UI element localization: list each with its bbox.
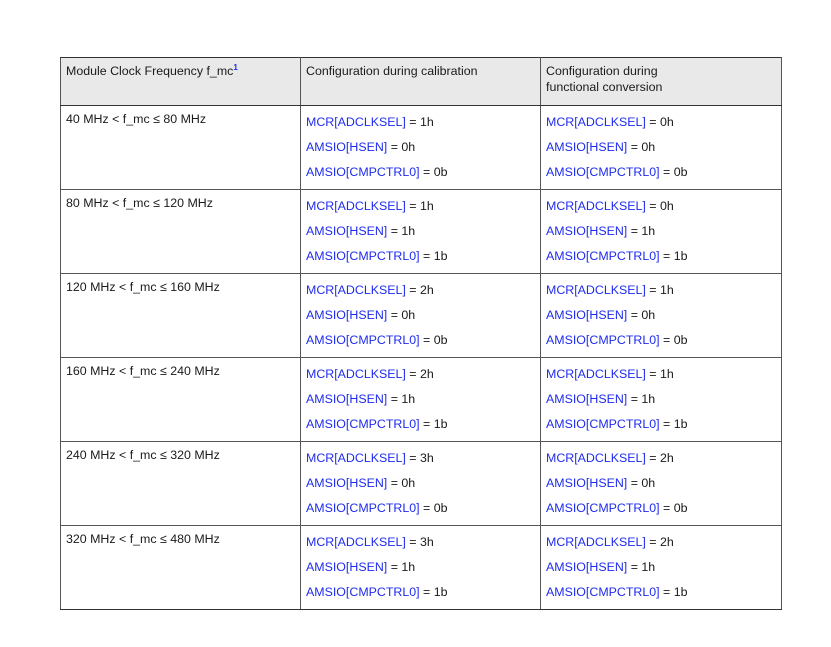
header-configuration-functional (541, 58, 782, 106)
config-setting (546, 307, 776, 332)
config-setting (546, 500, 776, 525)
table-body (61, 106, 782, 610)
header-module-clock-frequency-label: Module Clock Frequency f_mc (66, 64, 234, 78)
register-link[interactable]: AMSIO[CMPCTRL0] (546, 249, 660, 263)
register-link[interactable]: AMSIO[HSEN] (546, 224, 628, 238)
register-value: = 1b (419, 249, 448, 263)
table-row (61, 526, 782, 610)
register-link[interactable]: MCR[ADCLKSEL] (306, 283, 406, 297)
functional-config-cell (541, 190, 782, 274)
config-setting (546, 450, 776, 475)
functional-config-list (546, 274, 776, 357)
register-link[interactable]: AMSIO[HSEN] (546, 140, 628, 154)
register-value: = 0h (627, 308, 656, 322)
register-link[interactable]: MCR[ADCLKSEL] (546, 199, 646, 213)
config-setting (546, 332, 776, 357)
register-value: = 3h (405, 535, 434, 549)
register-link[interactable]: AMSIO[CMPCTRL0] (306, 249, 420, 263)
config-setting (546, 248, 776, 273)
register-value: = 0h (645, 115, 674, 129)
register-link[interactable]: AMSIO[HSEN] (546, 308, 628, 322)
register-link[interactable]: AMSIO[CMPCTRL0] (546, 333, 660, 347)
config-setting (546, 475, 776, 500)
header-configuration-functional-line2: functional conversion (546, 80, 663, 94)
register-value: = 1b (419, 585, 448, 599)
config-setting (306, 416, 535, 441)
config-setting (546, 416, 776, 441)
config-setting (546, 282, 776, 307)
register-value: = 1b (659, 249, 688, 263)
table-row (61, 274, 782, 358)
config-setting (306, 223, 535, 248)
frequency-range: 40 MHz < f_mc ≤ 80 MHz (66, 112, 207, 126)
register-link[interactable]: AMSIO[CMPCTRL0] (306, 165, 420, 179)
frequency-range: 120 MHz < f_mc ≤ 160 MHz (66, 280, 220, 294)
register-value: = 0b (659, 165, 688, 179)
functional-config-cell (541, 274, 782, 358)
config-setting (306, 248, 535, 273)
register-link[interactable]: MCR[ADCLKSEL] (306, 115, 406, 129)
register-value: = 0b (659, 501, 688, 515)
register-value: = 1h (627, 224, 656, 238)
register-link[interactable]: AMSIO[HSEN] (306, 392, 388, 406)
config-setting (546, 534, 776, 559)
footnote-link[interactable]: 1 (233, 62, 238, 72)
register-value: = 1h (405, 115, 434, 129)
functional-config-list (546, 526, 776, 609)
config-setting (546, 164, 776, 189)
frequency-cell (61, 190, 301, 274)
config-setting (306, 332, 535, 357)
register-link[interactable]: AMSIO[HSEN] (546, 392, 628, 406)
config-setting (306, 164, 535, 189)
config-setting (306, 307, 535, 332)
register-value: = 0h (627, 140, 656, 154)
frequency-cell (61, 274, 301, 358)
register-value: = 1b (419, 417, 448, 431)
register-value: = 1h (645, 367, 674, 381)
header-configuration-calibration (301, 58, 541, 106)
register-value: = 0h (387, 308, 416, 322)
functional-config-list (546, 358, 776, 441)
register-link[interactable]: AMSIO[HSEN] (546, 560, 628, 574)
header-configuration-functional-line1: Configuration during (546, 64, 658, 78)
config-setting (306, 559, 535, 584)
functional-config-list (546, 106, 776, 189)
calibration-config-list (306, 190, 535, 273)
table-row (61, 106, 782, 190)
register-link[interactable]: AMSIO[CMPCTRL0] (546, 585, 660, 599)
register-value: = 1h (387, 560, 416, 574)
register-link[interactable]: AMSIO[HSEN] (546, 476, 628, 490)
table-row (61, 442, 782, 526)
register-link[interactable]: MCR[ADCLKSEL] (546, 451, 646, 465)
register-value: = 0h (627, 476, 656, 490)
register-value: = 2h (645, 535, 674, 549)
register-link[interactable]: AMSIO[HSEN] (306, 140, 388, 154)
register-link[interactable]: AMSIO[HSEN] (306, 560, 388, 574)
frequency-range: 160 MHz < f_mc ≤ 240 MHz (66, 364, 220, 378)
config-setting (306, 366, 535, 391)
register-value: = 1h (645, 283, 674, 297)
register-link[interactable]: AMSIO[CMPCTRL0] (306, 333, 420, 347)
frequency-range: 240 MHz < f_mc ≤ 320 MHz (66, 448, 220, 462)
config-setting (546, 391, 776, 416)
config-setting (546, 139, 776, 164)
register-value: = 0b (659, 333, 688, 347)
frequency-cell (61, 442, 301, 526)
register-value: = 1b (659, 585, 688, 599)
frequency-cell (61, 106, 301, 190)
config-setting (546, 366, 776, 391)
calibration-config-cell (301, 526, 541, 610)
config-setting (306, 584, 535, 609)
functional-config-cell (541, 526, 782, 610)
functional-config-list (546, 442, 776, 525)
config-setting (546, 114, 776, 139)
register-value: = 3h (405, 451, 434, 465)
register-link[interactable]: AMSIO[CMPCTRL0] (306, 501, 420, 515)
calibration-config-list (306, 442, 535, 525)
calibration-config-list (306, 106, 535, 189)
register-value: = 1h (387, 224, 416, 238)
functional-config-cell (541, 106, 782, 190)
register-link[interactable]: AMSIO[CMPCTRL0] (306, 585, 420, 599)
register-value: = 0b (419, 501, 448, 515)
functional-config-cell (541, 442, 782, 526)
calibration-config-cell (301, 442, 541, 526)
config-setting (546, 198, 776, 223)
register-link[interactable]: MCR[ADCLKSEL] (306, 535, 406, 549)
register-value: = 2h (405, 367, 434, 381)
calibration-config-cell (301, 358, 541, 442)
calibration-config-list (306, 358, 535, 441)
register-value: = 0b (419, 165, 448, 179)
functional-config-cell (541, 358, 782, 442)
frequency-range: 320 MHz < f_mc ≤ 480 MHz (66, 532, 220, 546)
register-link[interactable]: MCR[ADCLKSEL] (546, 367, 646, 381)
frequency-cell (61, 526, 301, 610)
config-setting (546, 559, 776, 584)
config-setting (306, 114, 535, 139)
register-link[interactable]: AMSIO[HSEN] (306, 476, 388, 490)
header-module-clock-frequency (61, 58, 301, 106)
register-value: = 1h (627, 560, 656, 574)
config-setting (306, 391, 535, 416)
calibration-config-cell (301, 190, 541, 274)
configuration-table (60, 57, 782, 610)
table-row (61, 190, 782, 274)
config-setting (306, 450, 535, 475)
register-value: = 0h (387, 140, 416, 154)
calibration-config-cell (301, 106, 541, 190)
register-value: = 1h (627, 392, 656, 406)
register-link[interactable]: MCR[ADCLKSEL] (306, 367, 406, 381)
register-link[interactable]: AMSIO[CMPCTRL0] (546, 165, 660, 179)
register-value: = 1b (659, 417, 688, 431)
config-setting (306, 139, 535, 164)
register-link[interactable]: AMSIO[HSEN] (306, 308, 388, 322)
register-value: = 2h (645, 451, 674, 465)
frequency-cell (61, 358, 301, 442)
header-configuration-calibration-label: Configuration during calibration (306, 64, 478, 78)
register-link[interactable]: AMSIO[HSEN] (306, 224, 388, 238)
register-link[interactable]: AMSIO[CMPCTRL0] (546, 417, 660, 431)
register-link[interactable]: MCR[ADCLKSEL] (546, 115, 646, 129)
frequency-range: 80 MHz < f_mc ≤ 120 MHz (66, 196, 213, 210)
config-setting (306, 475, 535, 500)
table-row (61, 358, 782, 442)
register-link[interactable]: MCR[ADCLKSEL] (546, 283, 646, 297)
config-setting (306, 282, 535, 307)
register-value: = 2h (405, 283, 434, 297)
register-value: = 1h (387, 392, 416, 406)
calibration-config-list (306, 274, 535, 357)
config-setting (546, 584, 776, 609)
register-value: = 1h (405, 199, 434, 213)
functional-config-list (546, 190, 776, 273)
register-link[interactable]: AMSIO[CMPCTRL0] (546, 501, 660, 515)
config-setting (546, 223, 776, 248)
header-row (61, 58, 782, 106)
register-link[interactable]: MCR[ADCLKSEL] (546, 535, 646, 549)
register-link[interactable]: AMSIO[CMPCTRL0] (306, 417, 420, 431)
register-value: = 0h (387, 476, 416, 490)
config-setting (306, 198, 535, 223)
calibration-config-list (306, 526, 535, 609)
table-header (61, 58, 782, 106)
calibration-config-cell (301, 274, 541, 358)
register-link[interactable]: MCR[ADCLKSEL] (306, 451, 406, 465)
config-setting (306, 500, 535, 525)
register-value: = 0h (645, 199, 674, 213)
config-setting (306, 534, 535, 559)
register-value: = 0b (419, 333, 448, 347)
register-link[interactable]: MCR[ADCLKSEL] (306, 199, 406, 213)
